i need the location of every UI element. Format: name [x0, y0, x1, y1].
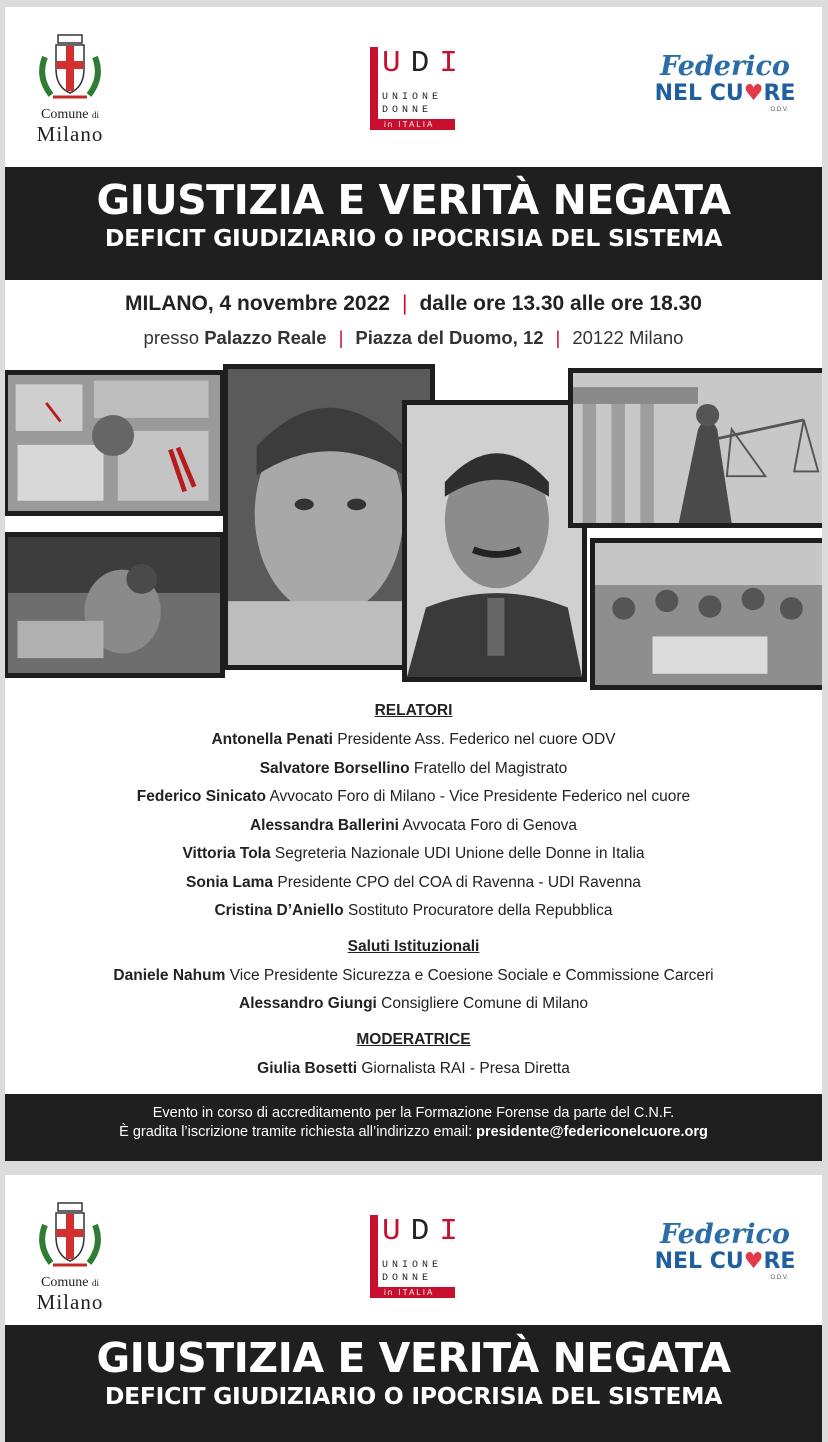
registration-text: È gradita l’iscrizione tramite richiesta all’indirizzo email: — [119, 1124, 473, 1140]
title-banner — [5, 1325, 822, 1442]
registration-note — [5, 1123, 822, 1142]
speaker-name: Cristina D’Aniello — [214, 902, 344, 919]
udi-letters — [382, 47, 468, 81]
speakers-list — [5, 701, 822, 1083]
event-subtitle: DEFICIT GIUDIZIARIO O IPOCRISIA DEL SISTEMA — [104, 1382, 723, 1410]
event-title: GIUSTIZIA E VERITÀ NEGATA — [96, 1334, 731, 1382]
fed-odv: O.D.V. — [770, 107, 788, 113]
udi-letters — [382, 1215, 468, 1249]
date-line — [5, 292, 822, 316]
speaker-role: Presidente Ass. Federico nel cuore ODV — [337, 731, 616, 748]
speaker-row — [5, 755, 822, 784]
speaker-row — [5, 1055, 822, 1084]
fed-odv: O.D.V. — [770, 1275, 788, 1281]
fed-line2a: NEL CU — [654, 1249, 744, 1274]
udi-i: I — [439, 46, 468, 81]
accreditation-note: Evento in corso di accreditamento per la Formazione Forense da parte del C.N.F. — [152, 1105, 675, 1121]
fed-line1: Federico — [660, 51, 790, 82]
milano-line2: Milano — [36, 1290, 104, 1314]
fed-line2 — [650, 82, 800, 106]
photo-collage — [5, 362, 822, 687]
udi-line2: DONNE — [382, 105, 433, 116]
speaker-name: Alessandro Giungi — [239, 995, 377, 1012]
heart-icon: ♥ — [743, 1249, 764, 1274]
speaker-role: Avvocata Foro di Genova — [402, 816, 578, 834]
speaker-name: Daniele Nahum — [113, 966, 226, 984]
speaker-name: Federico Sinicato — [136, 788, 266, 805]
presso-label: presso — [143, 327, 200, 348]
udi-bar — [370, 47, 378, 130]
speaker-name: Vittoria Tola — [182, 845, 271, 862]
udi-bar — [370, 1215, 378, 1298]
speaker-role: Sostituto Procuratore della Repubblica — [347, 902, 613, 919]
speaker-name: Salvatore Borsellino — [259, 759, 410, 777]
milano-crest-icon — [31, 1195, 109, 1273]
udi-line2: DONNE — [382, 1273, 433, 1284]
udi-logo — [370, 46, 468, 130]
speaker-row — [5, 812, 822, 841]
milano-di: di — [91, 1278, 99, 1288]
milano-di: di — [91, 110, 99, 120]
udi-line3: in ITALIA — [378, 1287, 455, 1298]
speaker-role: Giornalista RAI - Presa Diretta — [361, 1059, 570, 1077]
separator: | — [401, 292, 408, 315]
federico-nel-cuore-logo — [650, 52, 800, 114]
speaker-role: Consigliere Comune di Milano — [381, 995, 588, 1012]
udi-u: U — [382, 46, 411, 81]
fed-line2b: RE — [763, 81, 796, 106]
newspaper-photo — [5, 370, 225, 516]
children-group-photo — [590, 538, 822, 690]
udi-line1: UNIONE — [382, 92, 443, 103]
event-venue: Palazzo Reale — [204, 327, 327, 348]
udi-d: D — [410, 46, 440, 81]
separator: | — [338, 327, 344, 348]
milano-line1: Comune — [41, 107, 89, 122]
udi-logo — [370, 1214, 468, 1298]
footer-banner — [5, 1094, 822, 1161]
saluti-heading: Saluti Istituzionali — [347, 937, 480, 955]
speaker-row — [5, 962, 822, 991]
speaker-row — [5, 897, 822, 926]
event-city: 20122 Milano — [572, 327, 684, 348]
relatori-heading: RELATORI — [374, 702, 453, 719]
fed-line1: Federico — [660, 1219, 790, 1250]
speaker-name: Sonia Lama — [186, 873, 274, 891]
speaker-role: Segreteria Nazionale UDI Unione delle Donne in Italia — [274, 845, 645, 862]
speaker-name: Antonella Penati — [211, 731, 333, 748]
comune-milano-logo — [27, 1195, 113, 1313]
event-time: dalle ore 13.30 alle ore 18.30 — [419, 292, 702, 315]
justice-statue-photo — [568, 368, 822, 528]
event-address: Piazza del Duomo, 12 — [355, 327, 544, 348]
event-title: GIUSTIZIA E VERITÀ NEGATA — [96, 176, 731, 224]
contact-email: presidente@federiconelcuore.org — [476, 1124, 708, 1140]
location-line — [5, 327, 822, 349]
federico-nel-cuore-logo — [650, 1220, 800, 1282]
udi-line3: in ITALIA — [378, 119, 455, 130]
heart-icon: ♥ — [743, 81, 764, 106]
fed-line2 — [650, 1250, 800, 1274]
speaker-row — [5, 869, 822, 898]
moderatrice-heading: MODERATRICE — [356, 1030, 471, 1048]
comune-milano-logo — [27, 27, 113, 145]
milano-line1: Comune — [41, 1275, 89, 1290]
speaker-row — [5, 726, 822, 755]
event-poster — [5, 7, 822, 1161]
udi-line1: UNIONE — [382, 1260, 443, 1271]
udi-i: I — [439, 1214, 468, 1249]
speaker-role: Presidente CPO del COA di Ravenna - UDI Ravenna — [277, 873, 641, 891]
speaker-row — [5, 840, 822, 869]
title-banner — [5, 167, 822, 280]
milano-line2: Milano — [36, 122, 104, 146]
speaker-row — [5, 783, 822, 812]
speaker-role: Avvocato Foro di Milano - Vice Presidente Federico nel cuore — [269, 788, 691, 805]
event-date: MILANO, 4 novembre 2022 — [125, 292, 390, 315]
event-poster-repeat — [5, 1175, 822, 1442]
speaker-name: Alessandra Ballerini — [249, 816, 399, 834]
speaker-name: Giulia Bosetti — [257, 1059, 358, 1077]
event-subtitle: DEFICIT GIUDIZIARIO O IPOCRISIA DEL SISTEMA — [104, 224, 723, 252]
speaker-row — [5, 990, 822, 1019]
separator: | — [555, 327, 561, 348]
fed-line2a: NEL CU — [654, 81, 744, 106]
milano-crest-icon — [31, 27, 109, 105]
magistrate-portrait-photo — [402, 400, 587, 682]
udi-d: D — [410, 1214, 440, 1249]
fed-line2b: RE — [763, 1249, 796, 1274]
rescue-photo — [5, 532, 225, 678]
speaker-role: Fratello del Magistrato — [413, 759, 568, 777]
udi-u: U — [382, 1214, 411, 1249]
speaker-role: Vice Presidente Sicurezza e Coesione Sociale e Commissione Carceri — [229, 966, 714, 984]
